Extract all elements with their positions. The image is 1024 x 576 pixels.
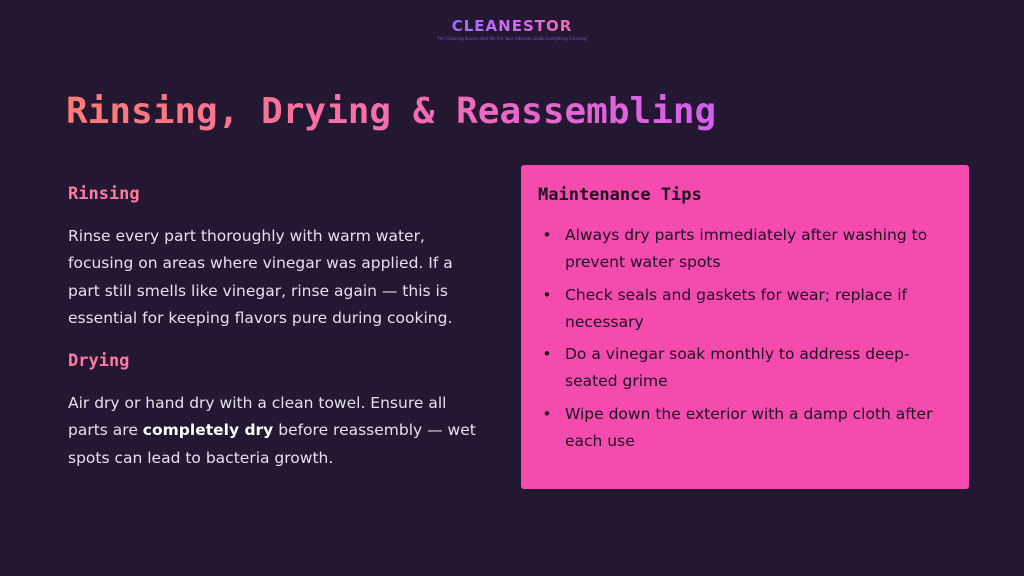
drying-text-emphasis: completely dry	[142, 421, 274, 440]
rinsing-text: Rinse every part thoroughly with warm water, focusing on areas where vinegar was applied. If a part still smells like vinegar, rinse again — this is essential for keeping flavors pure during cooking.	[68, 227, 453, 327]
bullet-icon: •	[542, 285, 552, 304]
tip-text: Check seals and gaskets for wear; replace if necessary	[565, 285, 907, 331]
bullet-icon: •	[542, 226, 552, 244]
tip-text: Do a vinegar soak monthly to address deep-seated grime	[565, 345, 910, 391]
drying-text-end: before reassembly — wet spots can lead to bacteria growth.	[68, 421, 476, 467]
tips-list	[538, 222, 953, 455]
bullet-icon: •	[542, 345, 552, 364]
tip-item	[538, 401, 953, 456]
drying-heading: Drying	[68, 351, 130, 372]
tip-item	[538, 341, 953, 396]
maintenance-tips-card	[521, 165, 969, 489]
drying-text-start: Air dry or hand dry with a clean towel. Ensure all parts are	[68, 394, 447, 440]
tip-item	[538, 282, 953, 337]
brand-name: CLEANESTOR	[451, 17, 573, 35]
brand-tagline: The Cleaning Source Unit We Are Your Ultimate Guide Everything Cleaning	[437, 36, 587, 41]
bullet-icon: •	[542, 404, 552, 423]
content-column	[68, 182, 488, 489]
drying-text	[68, 390, 488, 472]
rinsing-heading: Rinsing	[68, 184, 140, 204]
page-title: Rinsing, Drying & Reassembling	[66, 88, 716, 136]
tip-item	[538, 222, 953, 277]
drying-section	[68, 349, 488, 472]
tip-text: Always dry parts immediately after washing to prevent water spots	[565, 226, 928, 272]
brand-logo	[0, 16, 1024, 41]
tip-text: Wipe down the exterior with a damp cloth after each use	[565, 404, 933, 451]
rinsing-section	[68, 182, 488, 332]
card-title: Maintenance Tips	[538, 185, 702, 205]
